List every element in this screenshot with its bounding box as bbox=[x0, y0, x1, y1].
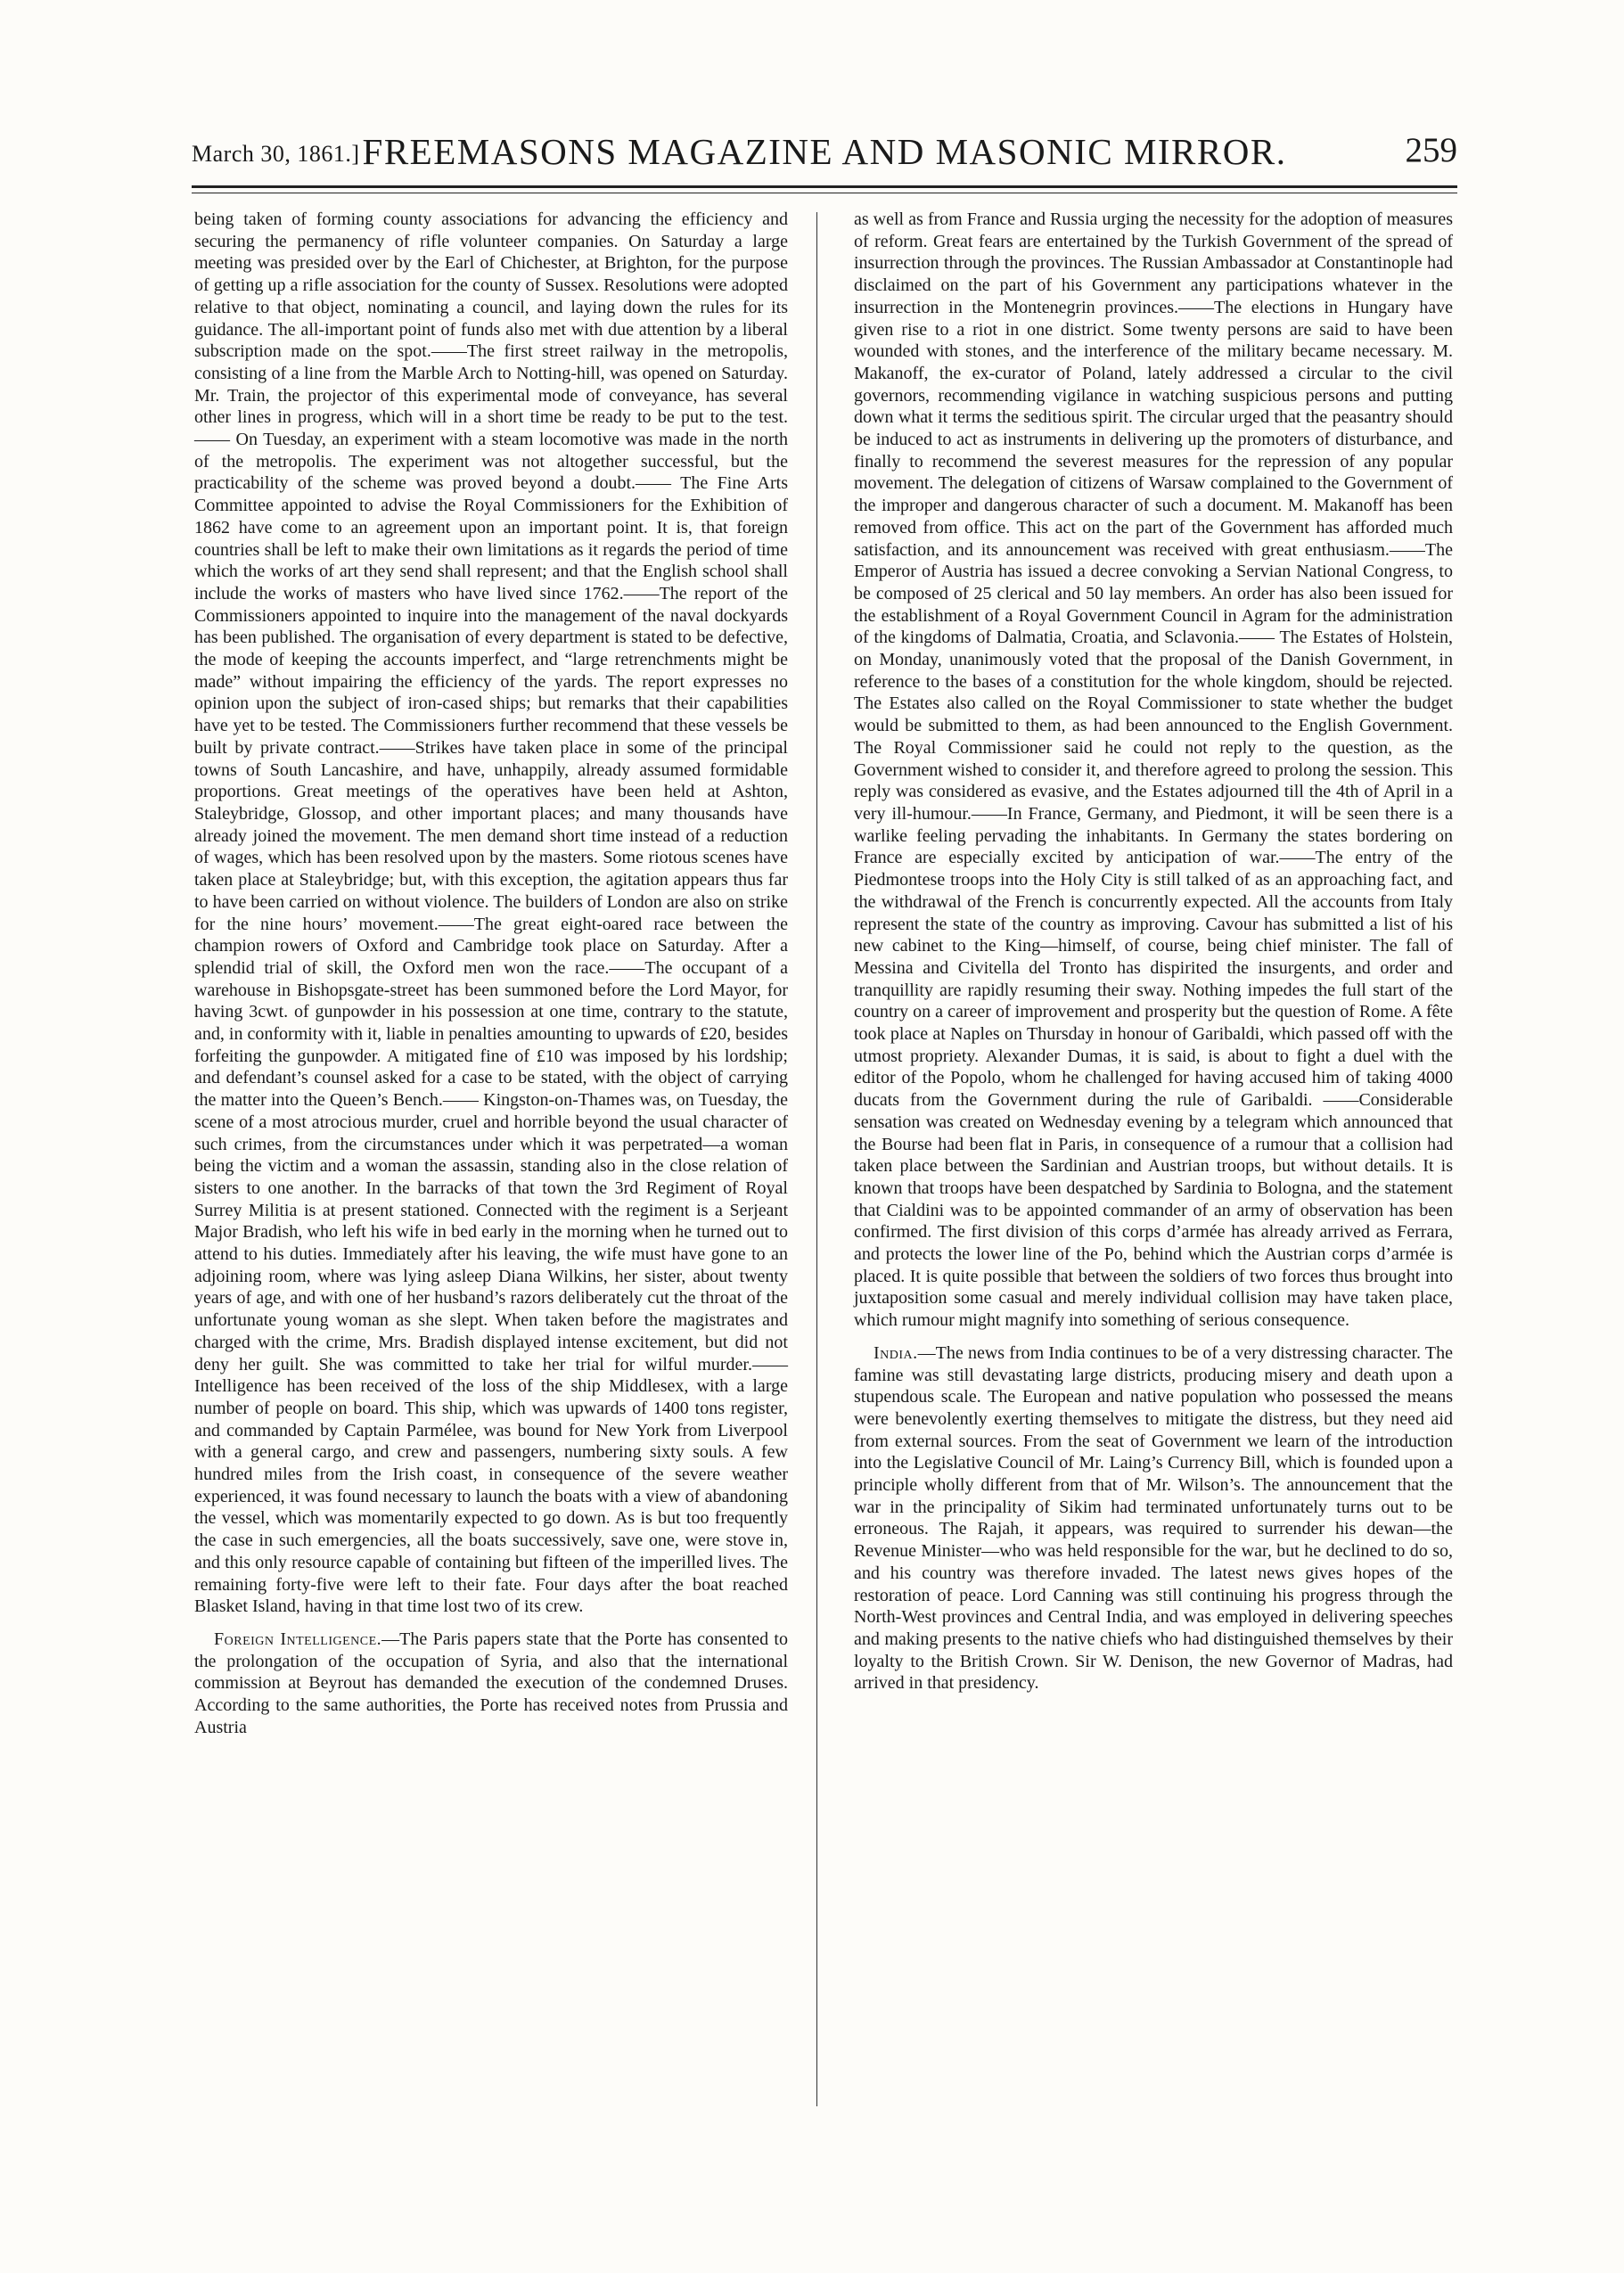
foreign-intelligence-text: —The Paris papers state that the Porte has consented to the prolongation of the occupation of Syria, and also that the international commission at Beyrout has demanded the execution of the condemned Druses. According to the same authorities, the Porte has received notes from Prussia and Austria bbox=[194, 1629, 788, 1737]
foreign-intelligence-heading: Foreign Intelligence. bbox=[214, 1629, 382, 1649]
india-text: —The news from India continues to be of a very distressing character. The famine was still devastating large districts, producing misery and death upon a stupendous scale. The European and native population who possessed the means were benevolently exerting themselves to mitigate the distress, but they need aid from external sources. From the seat of Government we learn of the introduction into the Legislative Council of Mr. Laing’s Currency Bill, which is founded upon a principle wholly different from that of Mr. Wilson’s. The announcement that the war in the principality of Sikim had terminated unfortunately turns out to be erroneous. The Rajah, it appears, was required to surrender his dewan—the Revenue Minister—who was held responsible for the war, but he declined to do so, and his country was therefore invaded. The latest news gives hopes of the restoration of peace. Lord Canning was still continuing his progress through the North-West provinces and Central India, and was employed in delivering speeches and making presents to the native chiefs who had distinguished themselves by their loyalty to the British Crown. Sir W. Denison, the new Governor of Madras, had arrived in that presidency. bbox=[854, 1342, 1453, 1694]
india-heading: India. bbox=[874, 1342, 918, 1363]
header-rule-thick bbox=[192, 185, 1457, 188]
news-summary-paragraph: being taken of forming county associations for advancing the efficiency and securing the permanency of rifle volunteer companies. On Saturday a large meeting was presided over by the Earl of Chichester, at Brighton, for the purpose of getting up a rifle association for the county of Sussex. Resolutions were adopted relative to that object, nominating a council, and laying down the rules for its guidance. The all-important point of funds also met with due attention by a liberal subscription made on the spot.——The first street railway in the metropolis, consisting of a line from the Marble Arch to Notting-hill, was opened on Saturday. Mr. Train, the projector of this experimental mode of conveyance, has several other lines in progress, which will in a short time be ready to be put to the test. —— On Tuesday, an experiment with a steam locomotive was made in the north of the metropolis. The experiment was not altogether successful, but the practicability of the scheme was proved beyond a doubt.—— The Fine Arts Committee appointed to advise the Royal Commissioners for the Exhibition of 1862 have come to an agreement upon an important point. It is, that foreign countries shall be left to make their own limitations as it regards the period of time which the works of art they send shall represent; and that the English school shall include the works of masters who have lived since 1762.——The report of the Commissioners appointed to inquire into the management of the naval dockyards has been published. The organisation of every department is stated to be defective, the mode of keeping the accounts imperfect, and “large retrenchments might be made” without impairing the efficiency of the yards. The report expresses no opinion upon the subject of iron-cased ships; but remarks that their capabilities have yet to be tested. The Commissioners further recommend that these vessels be built by private contract.——Strikes have taken place in some of the principal towns of South Lancashire, and have, unhappily, already assumed formidable proportions. Great meetings of the operatives have been held at Ashton, Staleybridge, Glossop, and other important places; and many thousands have already joined the movement. The men demand short time instead of a reduction of wages, which has been resolved upon by the masters. Some riotous scenes have taken place at Staleybridge; but, with this exception, the agitation appears thus far to have been carried on without violence. The builders of London are also on strike for the nine hours’ movement.——The great eight-oared race between the champion rowers of Oxford and Cambridge took place on Saturday. After a splendid trial of skill, the Oxford men won the race.——The occupant of a warehouse in Bishopsgate-street has been summoned before the Lord Mayor, for having 3cwt. of gunpowder in his possession at one time, contrary to the statute, and, in conformity with it, liable in penalties amounting to upwards of £20, besides forfeiting the gunpowder. A mitigated fine of £10 was imposed by his lordship; and defendant’s counsel asked for a case to be stated, with the object of carrying the matter into the Queen’s Bench.—— Kingston-on-Thames was, on Tuesday, the scene of a most atrocious murder, cruel and horrible beyond the usual character of such crimes, from the circumstances under which it was perpetrated—a woman being the victim and a woman the assassin, standing also in the close relation of sisters to one another. In the barracks of that town the 3rd Regiment of Royal Surrey Militia is at present stationed. Connected with the regiment is a Serjeant Major Bradish, who left his wife in bed early in the morning when he turned out to attend to his duties. Immediately after his leaving, the wife must have gone to an adjoining room, where was lying asleep Diana Wilkins, her sister, about twenty years of age, and with one of her husband’s razors deliberately cut the throat of the unfortunate young woman as she slept. When taken before the magistrates and charged with the crime, Mrs. Bradish displayed intense excitement, but did not deny her guilt. She was committed to take her trial for wilful murder.——Intelligence has been received of the loss of the ship Middlesex, with a large number of people on board. This ship, which was upwards of 1400 tons register, and commanded by Captain Parmélee, was bound for New York from Liverpool with a general cargo, and crew and passengers, numbering sixty souls. A few hundred miles from the Irish coast, in consequence of the severe weather experienced, it was found necessary to launch the boats with a view of abandoning the vessel, which was momentarily expected to go down. As is but too frequently the case in such emergencies, all the boats successively, save one, were stove in, and this only resource capable of containing but fifteen of the imperilled lives. The remaining forty-five were left to their fate. Four days after the boat reached Blasket Island, having in that time lost two of its crew. bbox=[194, 209, 788, 1617]
issue-date: March 30, 1861.] bbox=[192, 141, 360, 167]
publication-title: FREEMASONS MAGAZINE AND MASONIC MIRROR. bbox=[362, 131, 1287, 172]
india-paragraph bbox=[854, 1342, 1453, 1694]
left-column bbox=[194, 209, 788, 1739]
foreign-intelligence-paragraph bbox=[194, 1629, 788, 1739]
running-header bbox=[192, 125, 1457, 175]
foreign-news-continued-paragraph: as well as from France and Russia urging the necessity for the adoption of measures of reform. Great fears are entertained by the Turkish Government of the spread of insurrection through the provinces. The Russian Ambassador at Constantinople had disclaimed on the part of his Government any participations whatever in the insurrection in the Montenegrin provinces.——The elections in Hungary have given rise to a riot in one district. Some twenty persons are said to have been wounded with stones, and the interference of the military became necessary. M. Makanoff, the ex-curator of Poland, lately addressed a circular to the civil governors, recommending vigilance in watching suspicious persons and putting down what it terms the seditious spirit. The circular urged that the peasantry should be induced to act as instruments in delivering up the promoters of disturbance, and finally to recommend the severest measures for the repression of any popular movement. The delegation of citizens of Warsaw complained to the Government of the improper and dangerous character of such a document. M. Makanoff has been removed from office. This act on the part of the Government has afforded much satisfaction, and its announcement was received with great enthusiasm.——The Emperor of Austria has issued a decree convoking a Servian National Congress, to be composed of 25 clerical and 50 lay members. An order has also been issued for the establishment of a Royal Government Council in Agram for the administration of the kingdoms of Dalmatia, Croatia, and Sclavonia.—— The Estates of Holstein, on Monday, unanimously voted that the proposal of the Danish Government, in reference to the bases of a constitution for the whole kingdom, should be rejected. The Estates also called on the Royal Commissioner to state whether the budget would be submitted to them, as had been announced to the English Government. The Royal Commissioner said he could not reply to the question, as the Government wished to consider it, and therefore agreed to prolong the session. This reply was considered as evasive, and the Estates adjourned till the 4th of April in a very ill-humour.——In France, Germany, and Piedmont, it will be seen there is a warlike feeling pervading the inhabitants. In Germany the states bordering on France are especially excited by anticipation of war.——The entry of the Piedmontese troops into the Holy City is still talked of as an approaching fact, and the withdrawal of the French is concurrently expected. All the accounts from Italy represent the state of the country as improving. Cavour has submitted a list of his new cabinet to the King—himself, of course, being chief minister. The fall of Messina and Civitella del Tronto has dispirited the insurgents, and order and tranquillity are rapidly resuming their sway. Nothing impedes the full start of the country on a career of improvement and prosperity but the question of Rome. A fête took place at Naples on Thursday in honour of Garibaldi, which passed off with the utmost propriety. Alexander Dumas, it is said, is about to fight a duel with the editor of the Popolo, whom he challenged for having accused him of taking 4000 ducats from the Government during the rule of Garibaldi. ——Considerable sensation was created on Wednesday evening by a telegram which announced that the Bourse had been flat in Paris, in consequence of a rumour that a collision had taken place between the Sardinian and Austrian troops, but without details. It is known that troops have been despatched by Sardinia to Bologna, and the statement that Cialdini was to be appointed commander of an army of observation has been confirmed. The first division of this corps d’armée has already arrived as Ferrara, and protects the lower line of the Po, behind which the Austrian corps d’armée is placed. It is quite possible that between the soldiers of two forces thus brought into juxtaposition some casual and merely individual collision may have taken place, which rumour might magnify into something of serious consequence. bbox=[854, 209, 1453, 1331]
page-number: 259 bbox=[1405, 131, 1457, 169]
right-column bbox=[854, 209, 1453, 1694]
column-divider bbox=[816, 212, 817, 2106]
